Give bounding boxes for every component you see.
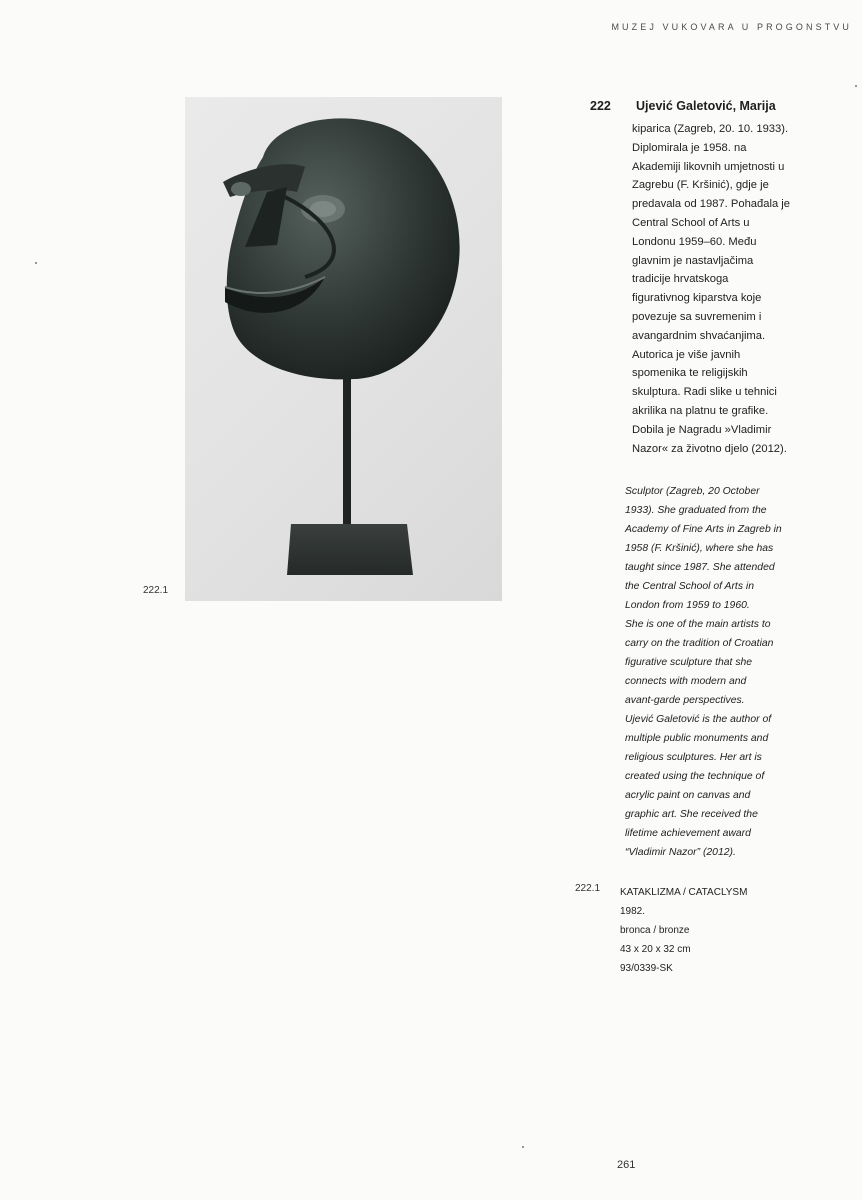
bio-line: skulptura. Radi slike u tehnici xyxy=(632,386,777,399)
bio-en-line: lifetime achievement award xyxy=(625,828,751,839)
bio-en-line: acrylic paint on canvas and xyxy=(625,790,751,801)
bio-en-line: 1933). She graduated from the xyxy=(625,505,767,516)
bio-line: Diplomirala je 1958. na xyxy=(632,141,747,154)
work-dimensions: 43 x 20 x 32 cm xyxy=(620,944,691,955)
bio-line: Autorica je više javnih xyxy=(632,348,741,361)
artist-name: Ujević Galetović, Marija xyxy=(636,99,776,113)
bio-line: predavala od 1987. Pohađala je xyxy=(632,198,790,211)
scan-speck xyxy=(35,262,37,264)
bio-line: figurativnog kiparstva koje xyxy=(632,292,762,305)
bio-line: povezuje sa suvremenim i xyxy=(632,310,762,323)
bio-en-line: Academy of Fine Arts in Zagreb in xyxy=(625,524,782,535)
bio-en-line: religious sculptures. Her art is xyxy=(625,752,762,763)
work-details xyxy=(620,883,747,978)
bio-en-line: graphic art. She received the xyxy=(625,809,758,820)
bio-line: glavnim je nastavljačima xyxy=(632,254,754,267)
bio-en-line: She is one of the main artists to xyxy=(625,619,771,630)
figure-label: 222.1 xyxy=(143,585,169,596)
bio-line: kiparica (Zagreb, 20. 10. 1933). xyxy=(632,123,789,135)
bio-line: Dobila je Nagradu »Vladimir xyxy=(632,423,772,436)
bio-line: Nazor« za životno djelo (2012). xyxy=(632,442,787,455)
entry-number: 222 xyxy=(590,99,611,113)
bio-en-line: figurative sculpture that she xyxy=(625,657,753,668)
bio-en-line: taught since 1987. She attended xyxy=(625,562,775,573)
bio-line: akrilika na platnu te grafike. xyxy=(632,404,769,417)
bio-en-line: avant-garde perspectives. xyxy=(625,695,745,706)
bio-en-line: the Central School of Arts in xyxy=(625,581,754,592)
bio-line: Akademiji likovnih umjetnosti u xyxy=(632,160,785,173)
bio-line: Londonu 1959–60. Među xyxy=(632,235,757,248)
bio-en-line: connects with modern and xyxy=(625,676,747,687)
bio-en-line: London from 1959 to 1960. xyxy=(625,600,750,611)
biography-english xyxy=(625,482,805,862)
work-material: bronca / bronze xyxy=(620,925,690,936)
bio-line: Zagrebu (F. Kršinić), gdje je xyxy=(632,179,769,192)
bio-en-line: carry on the tradition of Croatian xyxy=(625,638,774,649)
biography-croatian xyxy=(632,120,812,458)
bio-en-line: Ujević Galetović is the author of xyxy=(625,714,772,725)
bio-line: Central School of Arts u xyxy=(632,216,750,229)
bio-en-line: 1958 (F. Kršinić), where she has xyxy=(625,543,774,554)
bio-line: avangardnim shvaćanjima. xyxy=(632,329,766,342)
work-year: 1982. xyxy=(620,906,646,917)
running-header: MUZEJ VUKOVARA U PROGONSTVU xyxy=(611,22,852,32)
bio-en-line: “Vladimir Nazor” (2012). xyxy=(625,847,736,858)
work-inventory: 93/0339-SK xyxy=(620,963,673,974)
scan-speck xyxy=(855,85,857,87)
scan-speck xyxy=(522,1146,524,1148)
bio-line: spomenika te religijskih xyxy=(632,367,748,380)
bio-en-line: created using the technique of xyxy=(625,771,765,782)
page-number: 261 xyxy=(617,1159,636,1171)
bio-en-line: Sculptor (Zagreb, 20 October xyxy=(625,486,760,497)
work-title: KATAKLIZMA / CATACLYSM xyxy=(620,887,748,898)
bio-line: tradicije hrvatskoga xyxy=(632,273,729,286)
sculpture-photo xyxy=(185,97,502,601)
work-number: 222.1 xyxy=(575,883,601,894)
bio-en-line: multiple public monuments and xyxy=(625,733,769,744)
